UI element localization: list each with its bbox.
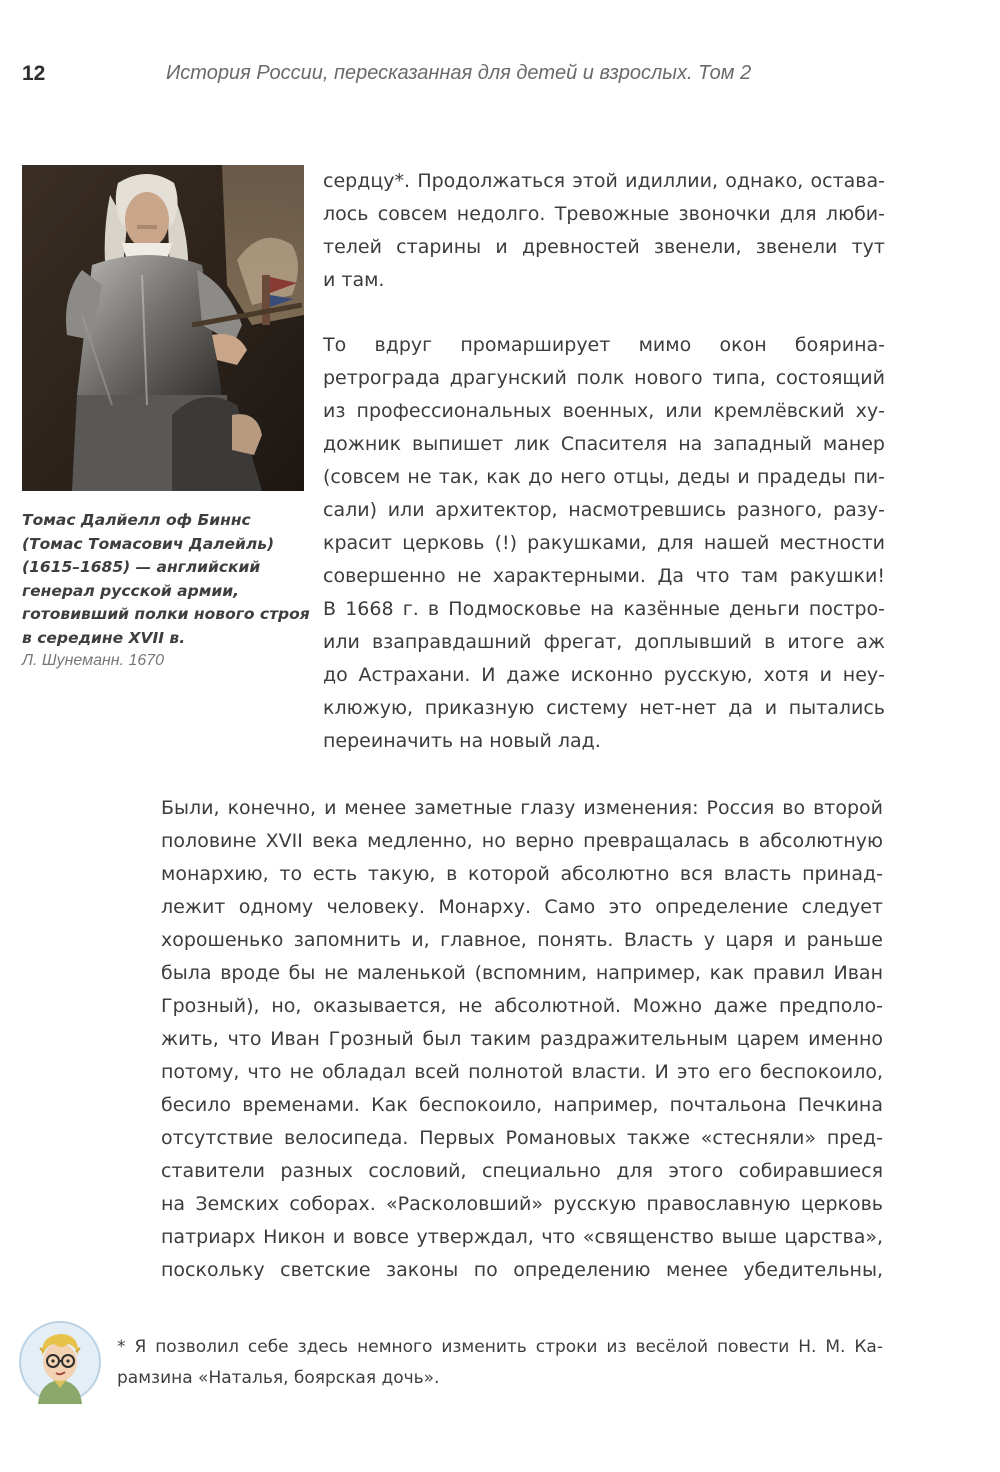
caption-line: генерал русской армии, bbox=[22, 581, 239, 600]
narrator-avatar bbox=[18, 1320, 102, 1404]
text-line: сали) или архитектор, насмотревшись разного, разу- bbox=[323, 499, 885, 521]
text-line: переиначить на новый лад. bbox=[323, 730, 601, 752]
text-line: поскольку светские законы по определению менее убедительны, bbox=[161, 1259, 883, 1281]
text-line: совершенно не характерными. Да что там ракушки! bbox=[323, 565, 885, 587]
text-line: (совсем не так, как до него отцы, деды и прадеды пи- bbox=[323, 466, 885, 488]
paragraph-2 bbox=[323, 329, 885, 758]
paragraph-1 bbox=[323, 165, 885, 297]
text-line: В 1668 г. в Подмосковье на казённые деньги постро- bbox=[323, 598, 885, 620]
text-line: бесило временами. Как беспокоило, например, почтальона Печкина bbox=[161, 1094, 883, 1116]
text-line: ретрограда драгунский полк нового типа, состоящий bbox=[323, 367, 885, 389]
text-line: монархию, то есть такую, в которой абсолютно вся власть принад- bbox=[161, 863, 883, 885]
text-line: половине XVII века медленно, но верно превращалась в абсолютную bbox=[161, 830, 883, 852]
running-header: История России, пересказанная для детей и взрослых. Том 2 bbox=[166, 62, 752, 84]
text-line: потому, что не обладал всей полнотой власти. И это его беспокоило, bbox=[161, 1061, 883, 1083]
text-line: была вроде бы не маленькой (вспомним, например, как правил Иван bbox=[161, 962, 883, 984]
text-line: дожник выпишет лик Спасителя на западный манер bbox=[323, 433, 885, 455]
text-line: лось совсем недолго. Тревожные звоночки для люби- bbox=[323, 203, 885, 225]
text-line: телей старины и древностей звенели, звенели тут bbox=[323, 236, 885, 258]
text-line: или взаправдашний фрегат, доплывший в итоге аж bbox=[323, 631, 885, 653]
text-line: хорошенько запомнить и, главное, понять. Власть у царя и раньше bbox=[161, 929, 883, 951]
text-line: жить, что Иван Грозный был таким раздражительным царем именно bbox=[161, 1028, 883, 1050]
caption-line: Томас Далйелл оф Биннс bbox=[22, 511, 251, 529]
text-line: до Астрахани. И даже исконно русскую, хотя и неу- bbox=[323, 664, 885, 686]
caption-line: (1615–1685) — английский bbox=[22, 558, 261, 576]
portrait-caption bbox=[22, 509, 312, 650]
footnote bbox=[117, 1332, 883, 1394]
portrait-image bbox=[22, 165, 304, 491]
text-line: и там. bbox=[323, 269, 385, 291]
caption-line: в середине XVII в. bbox=[22, 628, 186, 647]
caption-line: готовивший полки нового строя bbox=[22, 605, 310, 623]
text-line: на Земских соборах. «Расколовший» русскую православную церковь bbox=[161, 1193, 883, 1215]
portrait-painting-icon bbox=[22, 165, 304, 491]
text-line: Были, конечно, и менее заметные глазу изменения: Россия во второй bbox=[161, 797, 883, 819]
caption-line: (Томас Томасович Далейль) bbox=[22, 534, 275, 553]
text-line: из профессиональных военных, или кремлёвский ху- bbox=[323, 400, 885, 422]
text-line: ставители разных сословий, специально для этого собиравшиеся bbox=[161, 1160, 883, 1182]
text-line: То вдруг промарширует мимо окон боярина- bbox=[323, 334, 885, 356]
text-line: Грозный), но, оказывается, не абсолютной. Можно даже предполо- bbox=[161, 995, 883, 1017]
narrator-boy-avatar-icon bbox=[18, 1320, 102, 1404]
text-line: патриарх Никон и вовсе утверждал, что «священство выше царства», bbox=[161, 1226, 883, 1248]
footnote-line: рамзина «Наталья, боярская дочь». bbox=[117, 1368, 440, 1388]
footnote-line: * Я позволил себе здесь немного изменить строки из весёлой повести Н. М. Ка- bbox=[117, 1337, 883, 1357]
text-line: клюжую, приказную систему нет-нет да и пытались bbox=[323, 697, 885, 719]
text-line: лежит одному человеку. Монарху. Само это определение следует bbox=[161, 896, 883, 918]
page-number: 12 bbox=[22, 62, 46, 85]
text-line: красит церковь (!) ракушками, для нашей местности bbox=[323, 532, 885, 554]
paragraph-3 bbox=[161, 792, 883, 1287]
portrait-credit: Л. Шунеманн. 1670 bbox=[22, 652, 165, 669]
text-line: отсутствие велосипеда. Первых Романовых также «стесняли» пред- bbox=[161, 1127, 883, 1149]
text-line: сердцу*. Продолжаться этой идиллии, однако, остава- bbox=[323, 170, 885, 192]
